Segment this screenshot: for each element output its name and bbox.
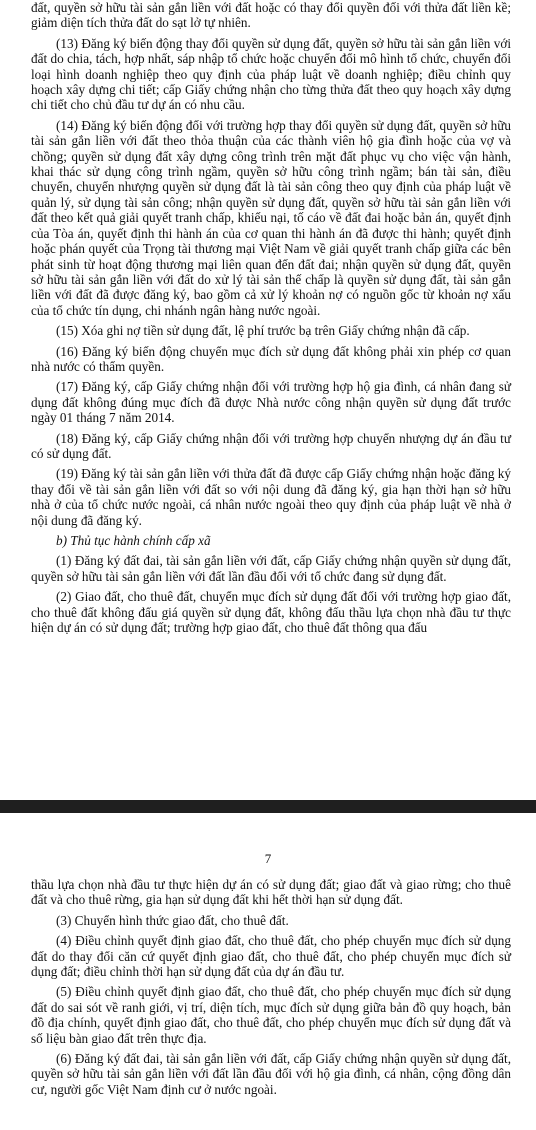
document-page-bottom [0, 813, 536, 1130]
paragraph-item-16: (16) Đăng ký biến động chuyển mục đích sử dụng đất không phải xin phép cơ quan nhà nước có thẩm quyền. [31, 343, 511, 374]
paragraph-item-18: (18) Đăng ký, cấp Giấy chứng nhận đối với trường hợp chuyển nhượng dự án đầu tư có sử dụng đất. [31, 430, 511, 461]
paragraph-b-item-3: (3) Chuyển hình thức giao đất, cho thuê đất. [56, 912, 289, 928]
paragraph-item-19: (19) Đăng ký tài sản gắn liền với thửa đất đã được cấp Giấy chứng nhận hoặc đăng ký thay đổi về tài sản gắn liền với đất so với nội dung đã đăng ký, gia hạn thời hạn sở hữu nhà ở của tổ chức nước ngoài, cá nhân nước ngoài theo quy định của pháp luật về nhà ở nội dung đã đăng ký. [31, 466, 511, 528]
page-top-text [31, 0, 511, 640]
paragraph-b-item-5: (5) Điều chỉnh quyết định giao đất, cho thuê đất, cho phép chuyển mục đích sử dụng đất do sai sót về ranh giới, vị trí, diện tích, mục đích sử dụng giữa bản đồ quy hoạch, bản đồ địa chính, quyết định giao đất, cho thuê đất, cho phép chuyển mục đích sử dụng đất và số liệu bàn giao đất trên thực địa. [31, 984, 511, 1046]
paragraph-item-13: (13) Đăng ký biến động thay đổi quyền sử dụng đất, quyền sở hữu tài sản gắn liền với đất do chia, tách, hợp nhất, sáp nhập tổ chức hoặc chuyển đổi mô hình tổ chức, chuyển đổi loại hình doanh nghiệp theo quy định của pháp luật về doanh nghiệp; điều chỉnh quy hoạch xây dựng chi tiết; cấp Giấy chứng nhận cho từng thửa đất theo quy hoạch xây dựng chi tiết cho chủ đầu tư dự án có nhu cầu. [31, 35, 511, 113]
paragraph-item-15: (15) Xóa ghi nợ tiền sử dụng đất, lệ phí trước bạ trên Giấy chứng nhận đã cấp. [56, 323, 470, 339]
paragraph-b-item-6: (6) Đăng ký đất đai, tài sản gắn liền với đất, cấp Giấy chứng nhận quyền sử dụng đất, quyền sở hữu tài sản gắn liền với đất lần đầu đối với hộ gia đình, cá nhân, cộng đồng dân cư, người gốc Việt Nam định cư ở nước ngoài. [31, 1051, 511, 1097]
section-heading-b: b) Thủ tục hành chính cấp xã [56, 533, 211, 548]
paragraph-item-17: (17) Đăng ký, cấp Giấy chứng nhận đối với trường hợp hộ gia đình, cá nhân đang sử dụng đất không đúng mục đích đã được Nhà nước công nhận quyền sử dụng đất trước ngày 01 tháng 7 năm 2014. [31, 379, 511, 426]
paragraph-item-14: (14) Đăng ký biến động đối với trường hợp thay đổi quyền sử dụng đất, quyền sở hữu tài sản gắn liền với đất theo thỏa thuận của các thành viên hộ gia đình hoặc của vợ và chồng; quyền sử dụng đất xây dựng công trình trên mặt đất phục vụ cho việc vận hành, khai thác sử dụng công trình ngầm, quyền sở hữu công trình ngầm; bán tài sản, điều chuyển, chuyển nhượng quyền sử dụng đất là tài sản công theo quy định của pháp luật về quản lý, sử dụng tài sản công; nhận quyền sử dụng đất, quyền sở hữu tài sản gắn liền với đất theo kết quả giải quyết tranh chấp, khiếu nại, tố cáo về đất đai hoặc bản án, quyết định của Tòa án, quyết định thi hành án của cơ quan thi hành án đã được thi hành; quyết định hoặc phán quyết của Trọng tài thương mại Việt Nam về giải quyết tranh chấp giữa các bên phát sinh từ hoạt động thương mại liên quan đến đất đai; nhận quyền sử dụng đất, quyền sở hữu tài sản gắn liền với đất do xử lý tài sản thế chấp là quyền sử dụng đất, tài sản gắn liền với đất đã được đăng ký, bao gồm cả xử lý khoản nợ có nguồn gốc từ khoản nợ xấu của tổ chức tín dụng, chi nhánh ngân hàng nước ngoài. [31, 117, 511, 318]
paragraph-continuation: đất, quyền sở hữu tài sản gắn liền với đất hoặc có thay đổi quyền đối với thửa đất liền kề; giảm diện tích thửa đất do sạt lở tự nhiên. [31, 0, 511, 31]
paragraph-b-item-4: (4) Điều chỉnh quyết định giao đất, cho thuê đất, cho phép chuyển mục đích sử dụng đất do thay đổi căn cứ quyết định giao đất, cho thuê đất, cho phép chuyển mục đích sử dụng đất; điều chỉnh thời hạn sử dụng đất của dự án đầu tư. [31, 933, 511, 980]
page-number: 7 [264, 851, 272, 866]
page-separator [0, 800, 536, 813]
paragraph-b-item-2: (2) Giao đất, cho thuê đất, chuyển mục đích sử dụng đất đối với trường hợp giao đất, cho thuê đất không đấu giá quyền sử dụng đất, không đấu thầu lựa chọn nhà đầu tư thực hiện dự án có sử dụng đất; trường hợp giao đất, cho thuê đất thông qua đấu [31, 589, 511, 636]
page-bottom-text [31, 877, 511, 1102]
paragraph-continuation: thầu lựa chọn nhà đầu tư thực hiện dự án có sử dụng đất; giao đất và giao rừng; cho thuê đất và cho thuê rừng, gia hạn sử dụng đất khi hết thời hạn sử dụng đất. [31, 877, 511, 908]
paragraph-b-item-1: (1) Đăng ký đất đai, tài sản gắn liền với đất, cấp Giấy chứng nhận quyền sử dụng đất, quyền sở hữu tài sản gắn liền với đất lần đầu đối với tổ chức đang sử dụng đất. [31, 553, 511, 584]
